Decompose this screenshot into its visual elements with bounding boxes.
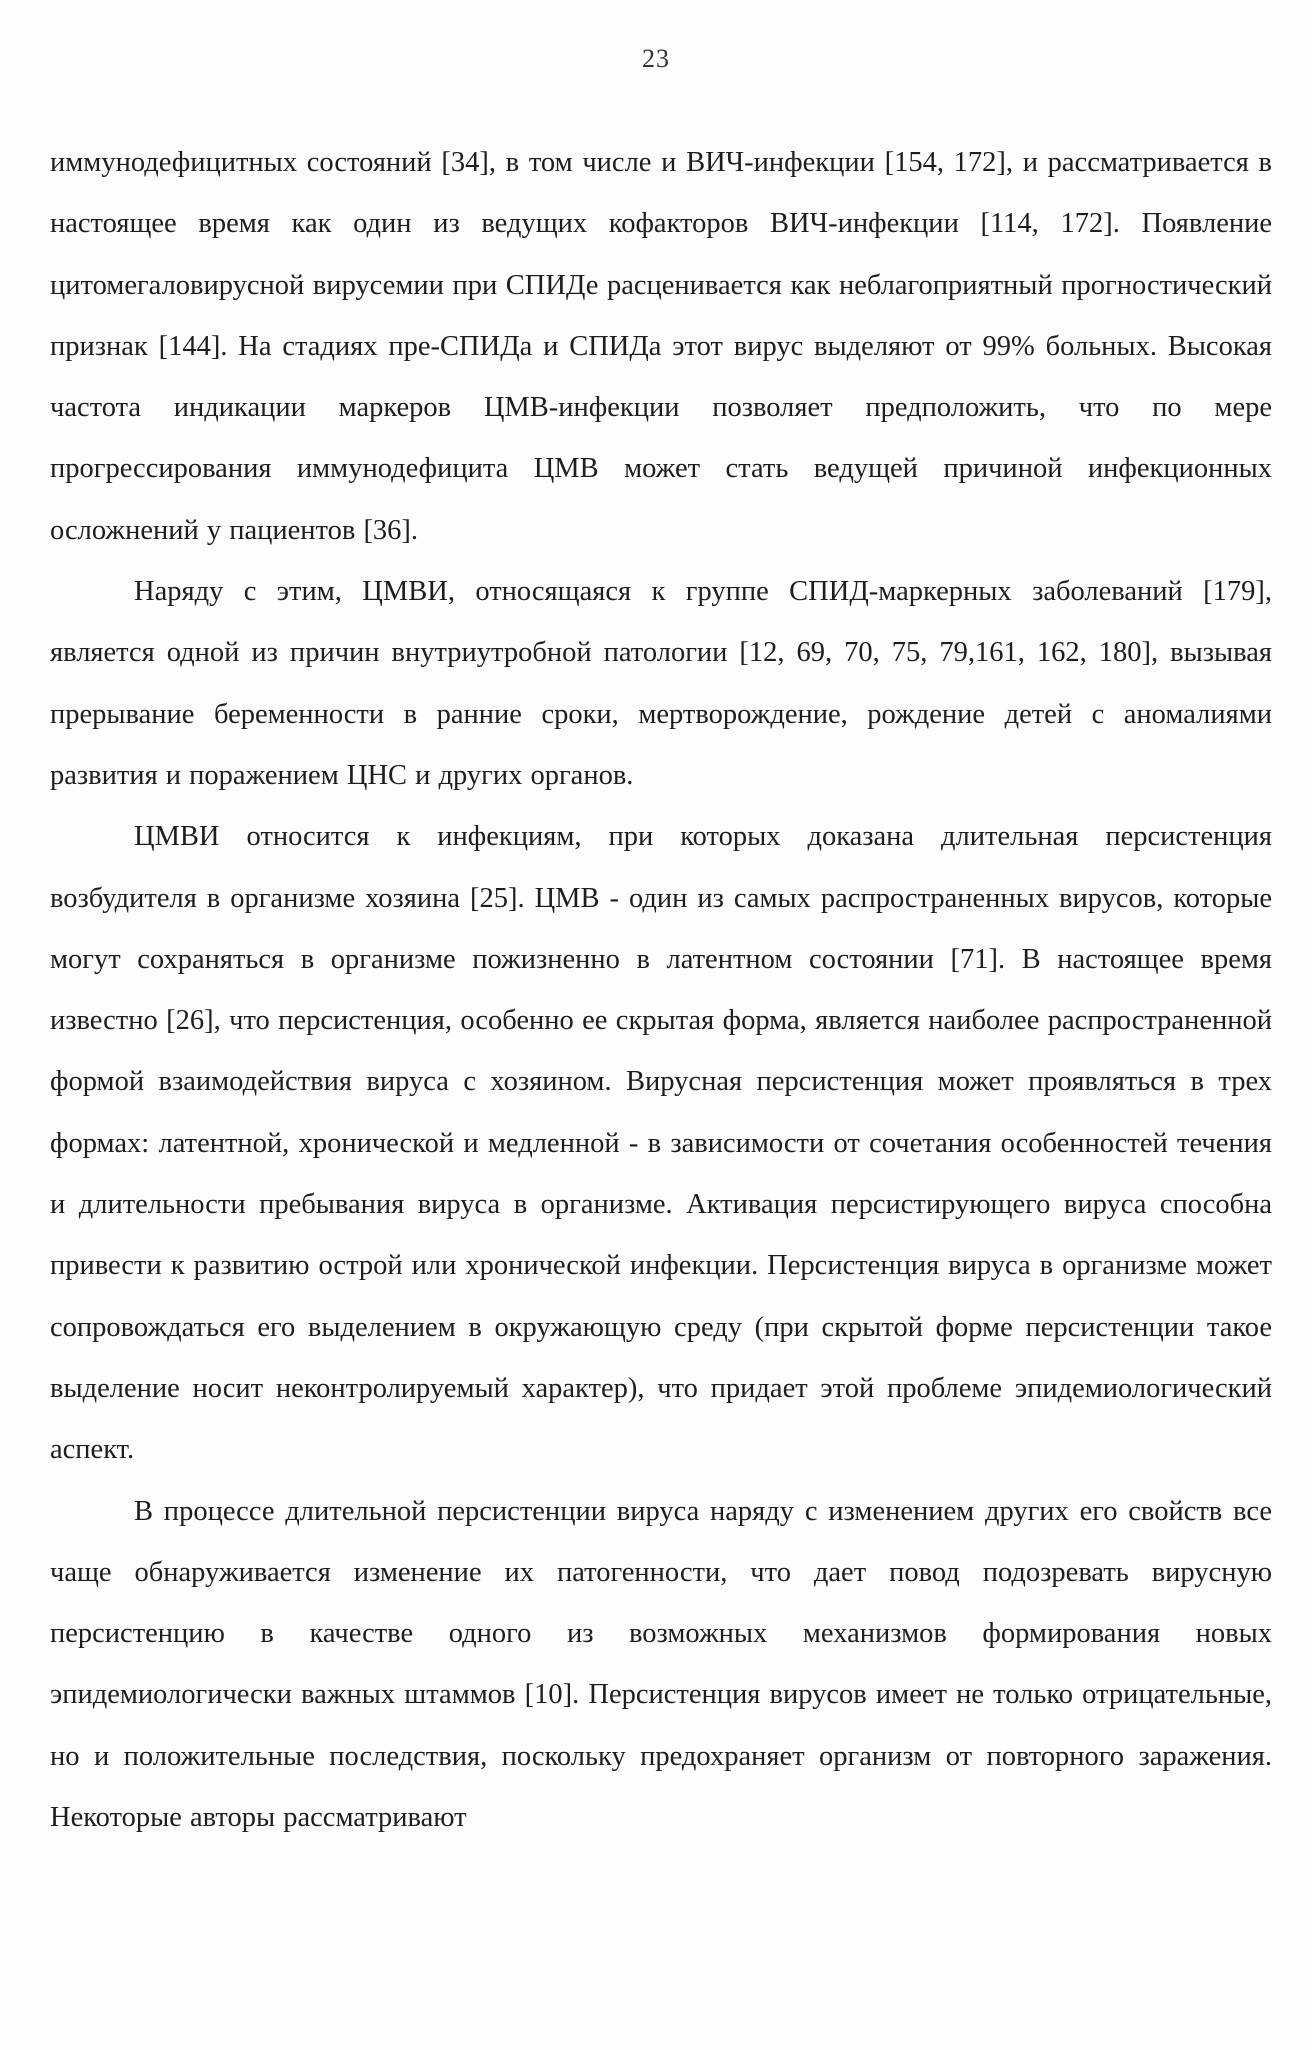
paragraph-persistence: ЦМВИ относится к инфекциям, при которых доказана длительная персистенция возбудителя в организме хозяина [25]. ЦМВ - один из самых распространенных вирусов, которые могут сохраняться в организме пожизненно в латентном состоянии [71]. В настоящее время известно [26], что персистенция, особенно ее скрытая форма, является наиболее распространенной формой взаимодействия вируса с хозяином. Вирусная персистенция может проявляться в трех формах: латентной, хронической и медленной - в зависимости от сочетания особенностей течения и длительности пребывания вируса в организме. Активация персистирующего вируса способна привести к развитию острой или хронической инфекции. Персистенция вируса в организме может сопровождаться его выделением в окружающую среду (при скрытой форме персистенции такое выделение носит неконтролируемый характер), что придает этой проблеме эпидемиологический аспект. <box>50 821 1272 1466</box>
paragraph-pathogenicity: В процессе длительной персистенции вируса наряду с изменением других его свойств все чаще обнаруживается изменение их патогенности, что дает повод подозревать вирусную персистенцию в качестве одного из возможных механизмов формирования новых эпидемиологически важных штаммов [10]. Персистенция вирусов имеет не только отрицательные, но и положительные последствия, поскольку предохраняет организм от повторного заражения. Некоторые авторы рассматривают <box>50 1495 1272 1834</box>
paragraph-spid-markers: Наряду с этим, ЦМВИ, относящаяся к группе СПИД-маркерных заболеваний [179], является одной из причин внутриутробной патологии [12, 69, 70, 75, 79,161, 162, 180], вызывая прерывание беременности в ранние сроки, мертворождение, рождение детей с аномалиями развития и поражением ЦНС и других органов. <box>50 576 1272 791</box>
page-number: 23 <box>642 44 670 73</box>
document-body <box>50 132 1272 1848</box>
paragraph-continuation: иммунодефицитных состояний [34], в том числе и ВИЧ-инфекции [154, 172], и рассматривается в настоящее время как один из ведущих кофакторов ВИЧ-инфекции [114, 172]. Появление цитомегаловирусной вирусемии при СПИДе расценивается как неблагоприятный прогностический признак [144]. На стадиях пре-СПИДа и СПИДа этот вирус выделяют от 99% больных. Высокая частота индикации маркеров ЦМВ-инфекции позволяет предположить, что по мере прогрессирования иммунодефицита ЦМВ может стать ведущей причиной инфекционных осложнений у пациентов [36]. <box>50 147 1272 546</box>
